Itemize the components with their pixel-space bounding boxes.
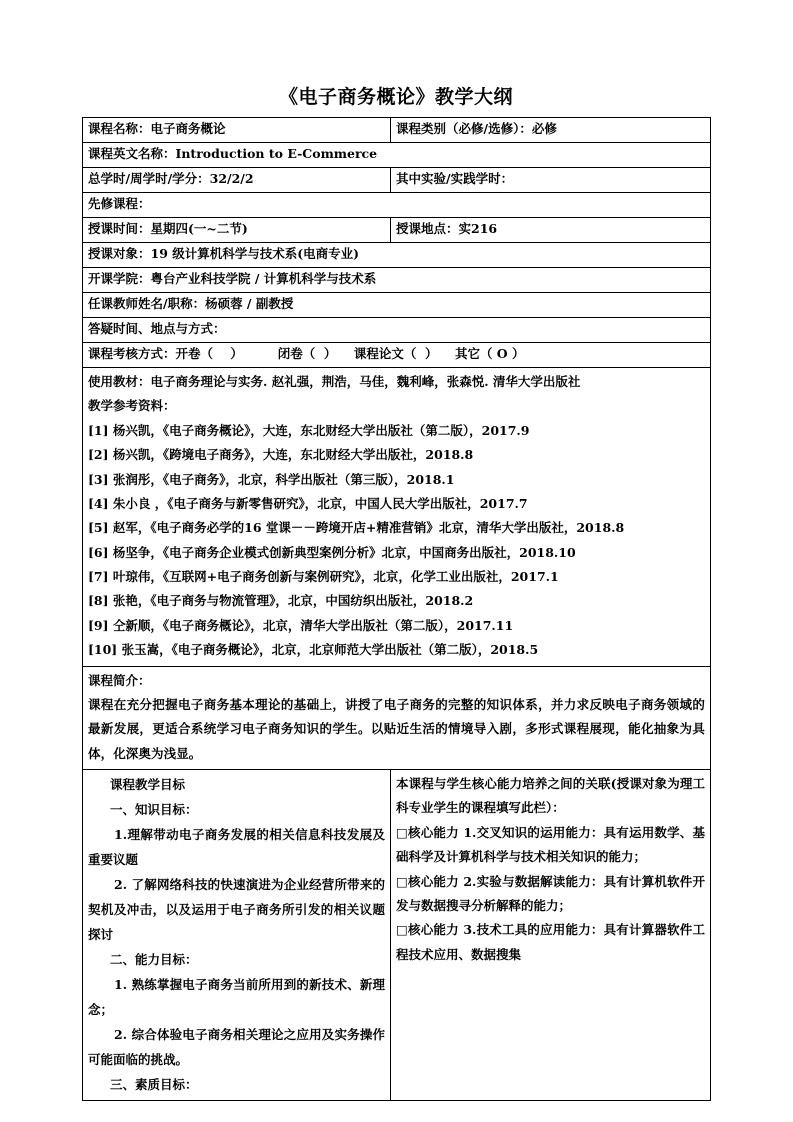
reference-item: [6] 杨坚争，《电子商务企业模式创新典型案例分析》北京，中国商务出版社，2018.10 [88,544,576,560]
table-row [83,318,711,343]
reference-item: [9] 仝新顺，《电子商务概论》，北京，清华大学出版社（第二版），2017.11 [88,617,514,633]
table-row [83,268,711,293]
table-row [83,193,711,218]
experiment-hours-cell [391,168,711,193]
class-location-cell [391,218,711,243]
table-row [83,368,711,667]
class-time-value: 授课时间：星期四(一~二节) [88,221,248,236]
reference-item: [10] 张玉嵩，《电子商务概论》，北京，北京师范大学出版社（第二版），2018.5 [88,642,539,658]
knowledge-goals-title: 一、知识目标： [110,802,198,817]
references-label: 教学参考资料： [88,398,176,414]
table-row [83,243,711,268]
assessment-value: 课程考核方式：开卷（ ） 闭卷（ ） 课程论文（ ） 其它（ O ） [88,346,525,361]
reference-item: [7] 叶琼伟，《互联网+电子商务创新与案例研究》，北京，化学工业出版社，2017.1 [88,569,559,584]
table-row [83,293,711,318]
knowledge-goal-item: 1.理解带动电子商务发展的相关信息科技发展及重要议题 [88,827,385,867]
textbook-value: 使用教材：电子商务理论与实务. 赵礼强，荆浩，马佳，魏利峰，张森悦. 清华大学出版社 [88,374,581,389]
ability-goal-item: 1. 熟练掌握电子商务当前所用到的新技术、新理念； [88,977,385,1017]
table-row [83,218,711,243]
core-abilities-cell [391,770,711,1101]
reference-item: [1] 杨兴凯，《电子商务概论》，大连，东北财经大学出版社（第二版），2017.9 [88,422,530,438]
prerequisite-cell [83,193,711,218]
total-hours-cell [83,168,391,193]
reference-item: [8] 张艳，《电子商务与物流管理》，北京，中国纺织出版社，2018.2 [88,593,474,609]
introduction-cell [83,666,711,770]
syllabus-table [82,117,711,1101]
ability-goals-title: 二、能力目标： [110,952,198,967]
core-ability-item: □核心能力 1.交叉知识的运用能力：具有运用数学、基础科学及计算机科学与技术相关知识的能力； [396,824,705,865]
ability-goal-item: 2. 综合体验电子商务相关理论之应用及实务操作可能面临的挑战。 [88,1027,385,1067]
office-hours-cell [83,318,711,343]
materials-cell [83,368,711,667]
introduction-body: 课程在充分把握电子商务基本理论的基础上，讲授了电子商务的完整的知识体系，并力求反映电子商务领域的最新发展，更适合系统学习电子商务知识的学生。以贴近生活的情境导入剧，多形式课程展现，能化抽象为具体，化深奥为浅显。 [88,696,705,761]
table-row [83,118,711,143]
reference-item: [5] 赵军，《电子商务必学的16 堂课－－跨境开店+精准营销》北京，清华大学出版社，2018.8 [88,520,625,536]
introduction-label: 课程简介： [88,672,151,688]
reference-item: [2] 杨兴凯，《跨境电子商务》，大连，东北财经大学出版社，2018.8 [88,447,474,463]
english-name-cell [83,143,711,168]
knowledge-goal-item: 2. 了解网络科技的快速演进为企业经营所带来的契机及冲击，以及运用于电子商务所引发的相关议题探讨 [88,877,385,942]
total-hours-value: 总学时/周学时/学分：32/2/2 [88,171,254,186]
assessment-cell [83,343,711,368]
quality-goals-title: 三、素质目标： [110,1077,198,1092]
reference-item: [4] 朱小良 ，《电子商务与新零售研究》，北京，中国人民大学出版社，2017.7 [88,495,528,511]
english-name-value: 课程英文名称：Introduction to E-Commerce [88,146,378,161]
page-title: 《电子商务概论》教学大纲 [278,86,513,108]
table-row [83,143,711,168]
course-category-value: 课程类别（必修/选修）：必修 [396,121,557,136]
teacher-cell [83,293,711,318]
core-ability-item: □核心能力 2.实验与数据解读能力：具有计算机软件开发与数据搜寻分析解释的能力； [396,873,705,913]
office-hours-value: 答疑时间、地点与方式： [88,321,226,336]
college-cell [83,268,711,293]
table-row [83,168,711,193]
course-name-cell [83,118,391,143]
class-location-value: 授课地点：实216 [396,221,498,236]
class-time-cell [83,218,391,243]
teaching-goals-cell [83,770,391,1101]
core-abilities-heading: 本课程与学生核心能力培养之间的关联(授课对象为理工科专业学生的课程填写此栏）： [396,776,705,816]
teaching-goals-heading: 课程教学目标 [110,777,186,792]
table-row [83,666,711,770]
teacher-value: 任课教师姓名/职称：杨硕蓉 / 副教授 [88,296,294,311]
table-row [83,343,711,368]
audience-value: 授课对象：19 级计算机科学与技术系(电商专业) [88,246,360,261]
college-value: 开课学院：粤台产业科技学院 / 计算机科学与技术系 [88,271,377,286]
core-ability-item: □核心能力 3.技术工具的应用能力：具有计算器软件工程技术应用、数据搜集 [396,922,705,962]
reference-item: [3] 张润彤，《电子商务》，北京，科学出版社（第三版），2018.1 [88,471,455,487]
experiment-hours-value: 其中实验/实践学时： [396,171,514,186]
prerequisite-value: 先修课程： [88,196,151,211]
table-row [83,770,711,1101]
audience-cell [83,243,711,268]
course-category-cell [391,118,711,143]
course-name-value: 课程名称：电子商务概论 [88,121,226,136]
